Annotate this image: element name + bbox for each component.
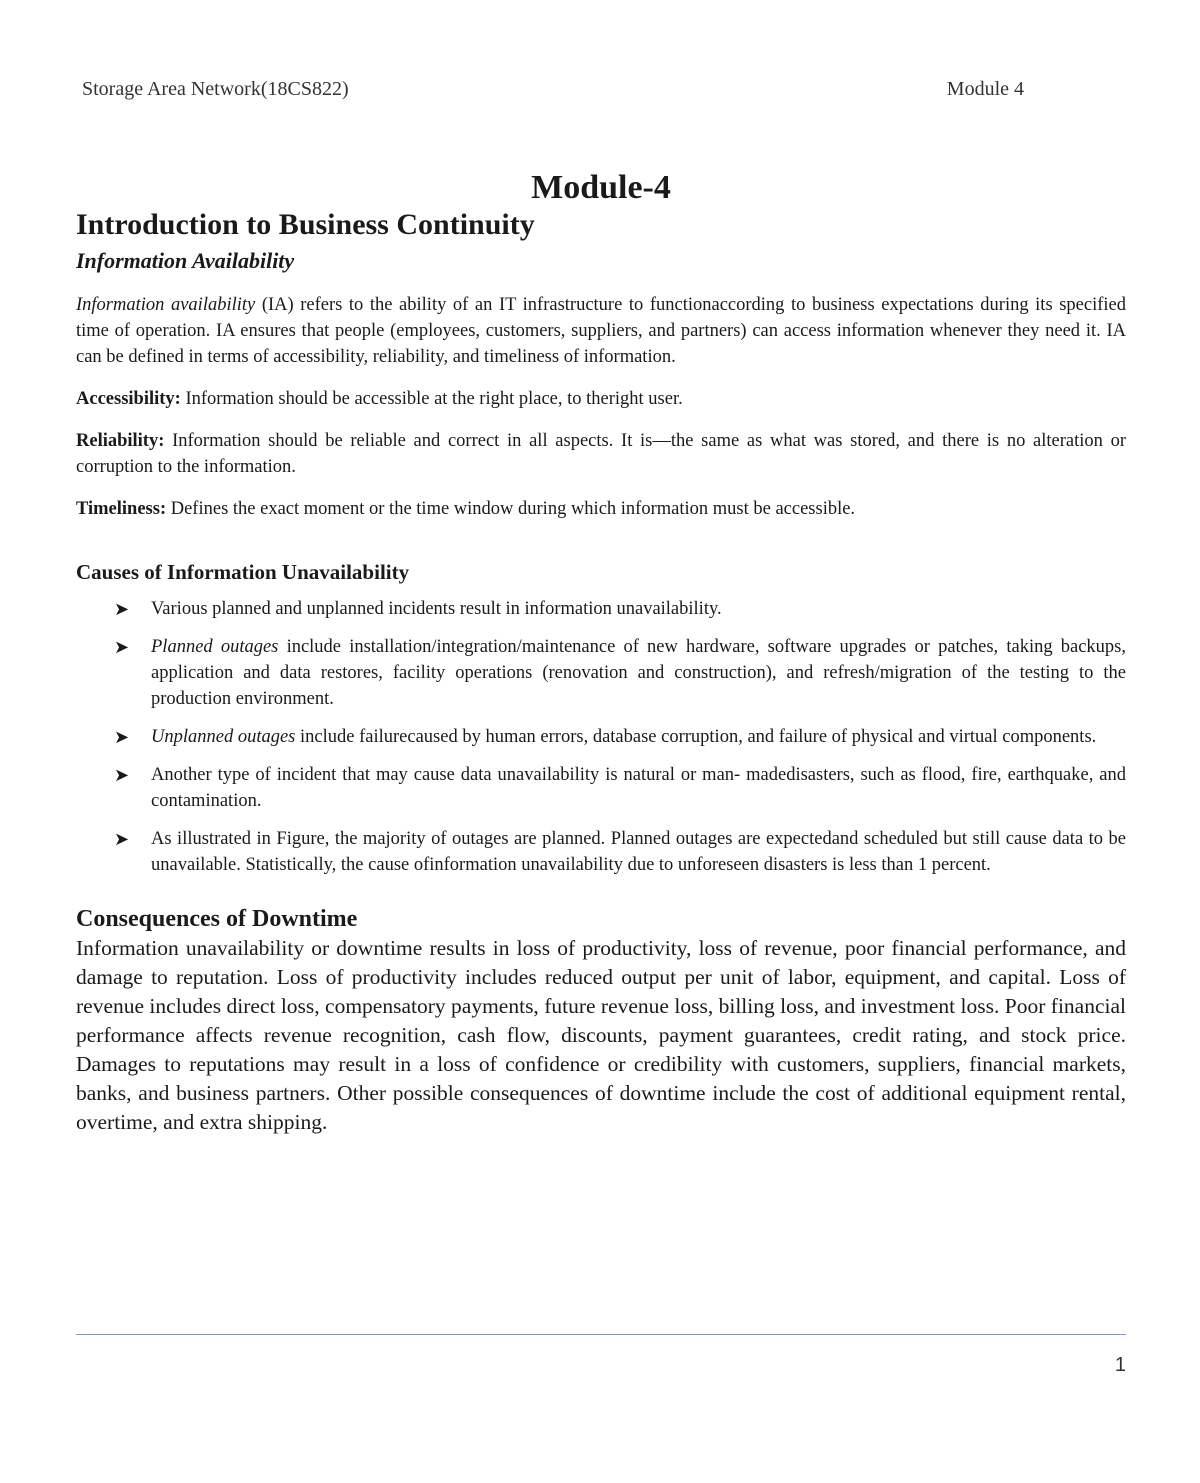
list-item [76,724,1126,750]
list-item [76,762,1126,814]
page-number: 1 [1114,1354,1126,1376]
chapter-title: Introduction to Business Continuity [76,208,535,241]
definition-text: Information should be accessible at the right place, to theright user. [180,389,683,409]
list-item-lead: Unplanned outages [151,727,296,747]
list-item [76,634,1126,712]
arrowhead-icon: ➤ [114,599,130,619]
downtime-paragraph: Information unavailability or downtime results in loss of productivity, loss of revenue, poor financial performance, and damage to reputation. Loss of productivity includes reduced output per unit of labor, equipment, and capital. Loss of revenue includes direct loss, compensatory payments, future revenue loss, billing loss, and investment loss. Poor financial performance affects revenue recognition, cash flow, discounts, payment guarantees, credit rating, and stock price. Damages to reputations may result in a loss of confidence or credibility with customers, suppliers, financial markets, banks, and business partners. Other possible consequences of downtime include the cost of additional equipment rental, overtime, and extra shipping. [76,936,1126,1134]
header-module-label: Module 4 [946,78,1024,100]
definition-reliability [76,428,1126,480]
section-heading-downtime: Consequences of Downtime [76,906,358,932]
list-item-text: As illustrated in Figure, the majority of outages are planned. Planned outages are expectedand scheduled but still cause data to be unavailable. Statistically, the cause ofinformation unavailability due to unforeseen disasters is less than 1 percent. [151,829,1126,875]
causes-list [76,596,1126,878]
list-item-text: include installation/integration/maintenance of new hardware, software upgrades or patches, taking backups, application and data restores, facility operations (renovation and construction), and refresh/migration of the testing to the production environment. [151,637,1127,709]
header-course-title: Storage Area Network(18CS822) [82,78,349,100]
list-item [76,596,1126,622]
definition-text: Information should be reliable and correct in all aspects. It is—the same as what was stored, and there is no alteration or corruption to the information. [76,431,1126,477]
document-body [76,168,1126,1137]
page-header [82,78,1024,101]
ia-term: Information availability [76,295,256,315]
section-heading-information-availability: Information Availability [76,248,295,273]
list-item-text: Various planned and unplanned incidents result in information unavailability. [151,599,722,619]
ia-intro-text: (IA) refers to the ability of an IT infrastructure to functionaccording to business expectations during its specified time of operation. IA ensures that people (employees, customers, suppliers, and partners) can access information whenever they need it. IA can be defined in terms of accessibility, reliability, and timeliness of information. [76,295,1126,367]
definition-text: Defines the exact moment or the time window during which information must be accessible. [166,499,856,519]
arrowhead-icon: ➤ [114,765,130,785]
ia-intro-paragraph [76,292,1126,370]
list-item-text: include failurecaused by human errors, database corruption, and failure of physical and virtual components. [295,727,1097,747]
footer-divider [76,1334,1126,1335]
arrowhead-icon: ➤ [114,829,130,849]
arrowhead-icon: ➤ [114,727,130,747]
page-title: Module-4 [531,169,671,206]
list-item-lead: Planned outages [151,637,279,657]
definition-accessibility [76,386,1126,412]
definition-term: Reliability: [76,431,165,451]
definition-term: Timeliness: [76,499,167,519]
list-item [76,826,1126,878]
arrowhead-icon: ➤ [114,637,130,657]
definition-timeliness [76,496,1126,522]
definition-term: Accessibility: [76,389,181,409]
section-heading-causes: Causes of Information Unavailability [76,560,410,584]
list-item-text: Another type of incident that may cause data unavailability is natural or man- madedisasters, such as flood, fire, earthquake, and contamination. [151,765,1126,811]
